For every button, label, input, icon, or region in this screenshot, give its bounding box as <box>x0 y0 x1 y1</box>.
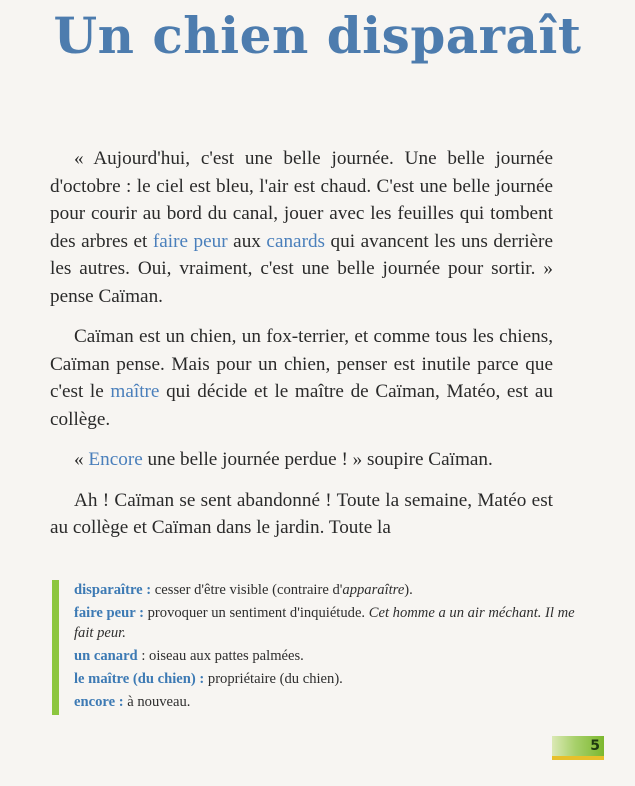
paragraph-3 <box>50 446 553 474</box>
text-run: qui avancent les uns derrière les autres. Oui, vraiment, c'est une belle journée pour sortir. » pense Caïman. <box>50 230 553 307</box>
glossary-definition-end: ). <box>404 582 413 598</box>
text-run: « <box>74 449 89 470</box>
paragraph-1 <box>50 145 553 310</box>
glossary-definition: propriétaire (du chien). <box>204 671 343 687</box>
glossary-entry <box>74 603 579 643</box>
glossary-term: encore : <box>74 694 124 710</box>
glossary-definition: cesser d'être visible (contraire d' <box>151 582 343 598</box>
keyword-faire-peur: faire peur <box>152 230 228 252</box>
glossary-term: disparaître : <box>74 582 152 598</box>
story-text <box>50 145 553 555</box>
glossary-definition: à nouveau. <box>123 694 191 710</box>
page-title: Un chien disparaît <box>53 6 582 65</box>
keyword-maitre: maître <box>110 381 160 402</box>
glossary-definition: : oiseau aux pattes palmées. <box>137 648 304 664</box>
glossary-definition: provoquer un sentiment d'inquiétude. <box>143 605 369 621</box>
glossary-term: le maître (du chien) : <box>74 671 205 687</box>
paragraph-4 <box>50 487 553 542</box>
text-run: une belle journée perdue ! » soupire Caïman. <box>142 449 493 470</box>
text-run: Caïman est un chien, un fox-terrier, et comme tous les chiens, Caïman pense. Mais pour un chien, penser est inutile parce que c'est le <box>50 326 553 402</box>
glossary-entry <box>74 669 579 689</box>
paragraph-2 <box>50 323 553 433</box>
glossary-box <box>52 580 579 715</box>
glossary-example: Cet homme a un air méchant. Il me fait peur. <box>74 605 575 641</box>
text-run: Ah ! Caïman se sent abandonné ! Toute la semaine, Matéo est au collège et Caïman dans le jardin. Toute la <box>50 489 553 538</box>
text-run: « Aujourd'hui, c'est une belle journée. Une belle journée d'octobre : le ciel est bleu, l'air est chaud. C'est une belle journée pour courir au bord du canal, jouer avec les feuilles qui tombent des arbres et <box>50 148 553 252</box>
page-number-tab <box>552 736 604 760</box>
glossary-example: apparaître <box>342 582 405 598</box>
text-run: qui décide et le maître de Caïman, Matéo, est au collège. <box>50 381 553 430</box>
keyword-encore: Encore <box>88 449 143 470</box>
keyword-canards: canards <box>266 230 326 252</box>
glossary-entry <box>74 692 579 712</box>
glossary-term: un canard <box>74 648 138 664</box>
glossary-term: faire peur : <box>74 605 144 621</box>
glossary-entry <box>74 646 579 666</box>
text-run: aux <box>227 230 267 252</box>
page-number: 5 <box>590 738 600 754</box>
glossary-entry <box>74 580 579 600</box>
